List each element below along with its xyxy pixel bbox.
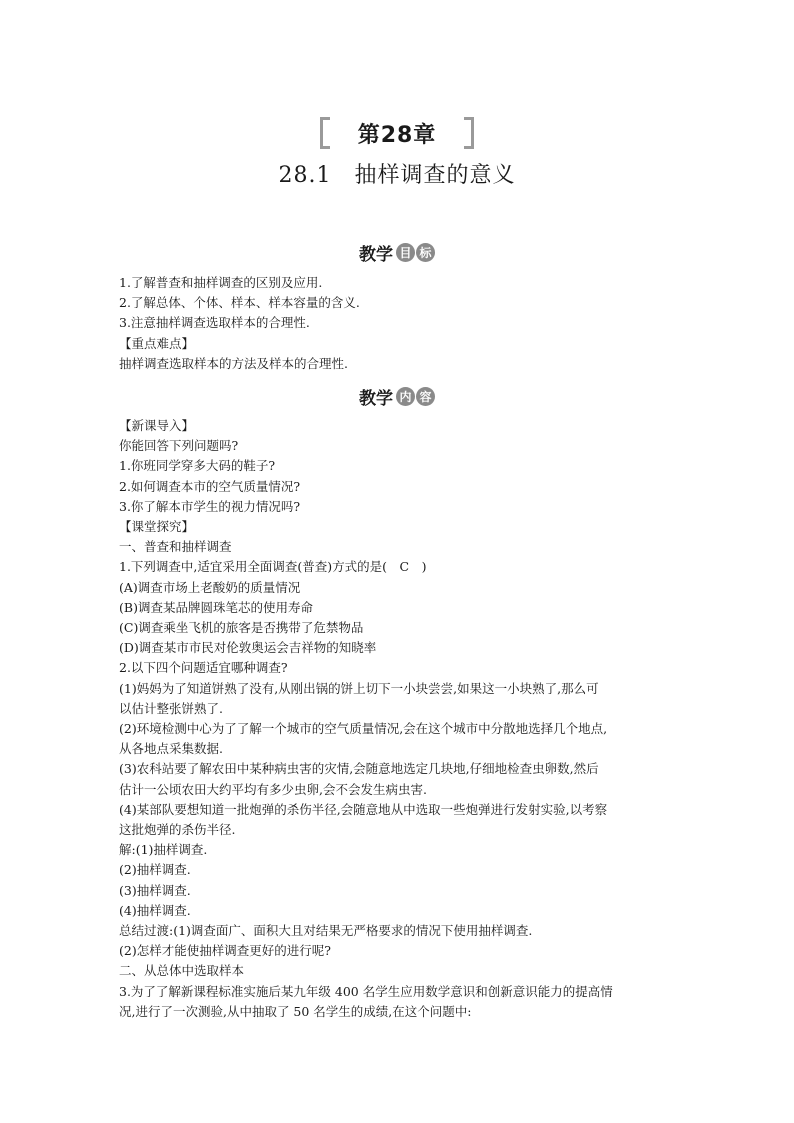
- content-line: 【课堂探究】: [119, 519, 195, 535]
- content-line: 总结过渡:(1)调查面广、面积大且对结果无严格要求的情况下使用抽样调查.: [119, 923, 533, 939]
- content-line: 2.如何调查本市的空气质量情况?: [119, 478, 301, 494]
- objective-line: 1.了解普查和抽样调查的区别及应用.: [119, 275, 323, 290]
- content-line: (B)调查某品牌圆珠笔芯的使用寿命: [119, 599, 313, 615]
- content-line: (4)某部队要想知道一批炮弹的杀伤半径,会随意地从中选取一些炮弹进行发射实验,以考察: [119, 801, 608, 817]
- content-line: 【新课导入】: [119, 418, 195, 433]
- content-line: (C)调查乘坐飞机的旅客是否携带了危禁物品: [119, 620, 364, 636]
- content-line: (1)妈妈为了知道饼熟了没有,从刚出锅的饼上切下一小块尝尝,如果这一小块熟了,那么可: [119, 680, 599, 696]
- chapter-title: 第28章: [357, 122, 437, 148]
- key-points-label: 【重点难点】: [119, 335, 195, 351]
- content-line: 从各地点采集数据.: [119, 741, 223, 757]
- key-points-text: 抽样调查选取样本的方法及样本的合理性.: [119, 355, 348, 371]
- objectives-list: [119, 273, 679, 374]
- content-line: 一、普查和抽样调查: [119, 539, 232, 555]
- section-title: 28.1 抽样调查的意义: [278, 163, 516, 188]
- content-line: 1.下列调查中,适宜采用全面调查(普查)方式的是( C ): [119, 559, 427, 575]
- content-line: (4)抽样调查.: [119, 902, 191, 918]
- content-line: (2)环境检测中心为了了解一个城市的空气质量情况,会在这个城市中分散地选择几个地点,: [119, 721, 608, 737]
- content-heading-text: 教学: [359, 389, 393, 409]
- content-line: (2)抽样调查.: [119, 862, 191, 878]
- content-line: (D)调查某市市民对伦敦奥运会吉祥物的知晓率: [119, 640, 377, 656]
- content-body: [119, 416, 679, 1022]
- content-line: 3.为了了解新课程标准实施后某九年级 400 名学生应用数学意识和创新意识能力的提高情: [119, 983, 613, 999]
- content-line: 1.你班同学穿多大码的鞋子?: [119, 458, 276, 474]
- right-bracket: [464, 117, 474, 149]
- objective-line: 2.了解总体、个体、样本、样本容量的含义.: [119, 295, 360, 311]
- chapter-header: [0, 114, 794, 152]
- objectives-badge-1: 目: [396, 243, 415, 262]
- content-line: (A)调查市场上老酸奶的质量情况: [119, 579, 301, 595]
- content-line: 二、从总体中选取样本: [119, 963, 245, 979]
- content-line: 3.你了解本市学生的视力情况吗?: [119, 498, 301, 514]
- content-line: (3)农科站要了解农田中某种病虫害的灾情,会随意地选定几块地,仔细地检查虫卵数,然后: [119, 761, 599, 777]
- content-line: 这批炮弹的杀伤半径.: [119, 822, 236, 838]
- objectives-heading: [0, 240, 794, 265]
- content-line: (2)怎样才能使抽样调查更好的进行呢?: [119, 943, 331, 959]
- content-line: 2.以下四个问题适宜哪种调查?: [119, 660, 288, 676]
- left-bracket: [320, 117, 330, 149]
- chapter-frame: [320, 117, 475, 149]
- content-line: 况,进行了一次测验,从中抽取了 50 名学生的成绩,在这个问题中:: [119, 1003, 472, 1019]
- content-line: 以估计整张饼熟了.: [119, 700, 223, 716]
- content-line: 解:(1)抽样调查.: [119, 842, 208, 858]
- content-heading: [0, 384, 794, 409]
- content-line: 估计一公顷农田大约平均有多少虫卵,会不会发生病虫害.: [119, 781, 427, 797]
- content-badge-2: 容: [416, 387, 435, 406]
- content-badge-1: 内: [396, 387, 415, 406]
- content-line: 你能回答下列问题吗?: [119, 438, 239, 454]
- objective-line: 3.注意抽样调查选取样本的合理性.: [119, 315, 310, 331]
- objectives-badge-2: 标: [416, 243, 435, 262]
- content-line: (3)抽样调查.: [119, 882, 191, 898]
- objectives-heading-text: 教学: [359, 245, 393, 265]
